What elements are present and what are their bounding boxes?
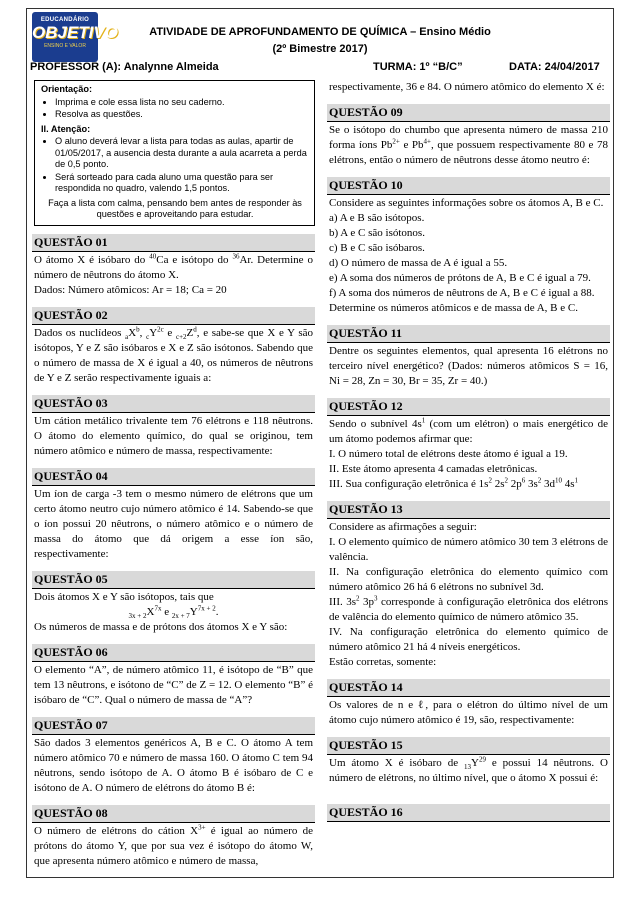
question-04-title: QUESTÃO 04 (32, 468, 315, 486)
question-11-title: QUESTÃO 11 (327, 325, 610, 343)
attention-item: • O aluno deverá levar a lista para todas as aulas, apartir de 01/05/2017, a ausencia desta durante a aula acarreta a perda de 0,5 ponto. (55, 136, 309, 171)
question-06-title: QUESTÃO 06 (32, 644, 315, 662)
question-06-text: O elemento “A”, de número atômico 11, é isótopo de “B” que tem 13 nêutrons, e isótono de “C” de Z = 12. O elemento “B” é isóbaro de “C”. Qual o número de massa de “A”? (34, 663, 313, 706)
date-label: DATA: 24/04/2017 (509, 61, 600, 73)
question-12-text: Sendo o subnível $4s^1$ (com um elétron) o mais energético de um átomo podemos afirmar que: I. O número total de elétrons deste átomo é igual a 19. II. Este átomo apresenta 4 camadas eletrônicas. III. Sua configuração eletrônica é $1s^2$ $2s^2$ $2p^6$ $3s^2$ $3d^{10}$ $4s^1$ (329, 416, 608, 490)
attention-item: • Será sorteado para cada aluno uma questão para ser respondida no quadro, valendo 1,5 pontos. (55, 172, 309, 195)
question-11-text: Dentre os seguintes elementos, qual apresenta 16 elétrons no terceiro nível energético? (Dados: números atômicos S = 16, Ni = 28, Zn = 30, Br = 35, Zr = 40.) (329, 345, 608, 387)
question-10-title: QUESTÃO 10 (327, 177, 610, 195)
title-line: ATIVIDADE DE APROFUNDAMENTO DE QUÍMICA – Ensino Médio (149, 26, 491, 38)
right-column (327, 80, 610, 822)
question-03-text: Um cátion metálico trivalente tem 76 elétrons e 118 nêutrons. O átomo do elemento químico, do qual se originou, tem número atômico e número de massa, respectivamente: (34, 414, 313, 457)
orientation-item: • Resolva as questões. (55, 109, 309, 121)
question-02-title: QUESTÃO 02 (32, 307, 315, 325)
question-07-text: São dados 3 elementos genéricos A, B e C. O átomo A tem número atômico 70 e número de massa 160. O átomo C tem 94 nêutrons, sendo isótopo de A. O átomo B é isóbaro de C e isótono de A. O número de elétrons do átomo B é: (34, 736, 313, 794)
school-logo (32, 12, 118, 62)
orientation-item: • Imprima e cole essa lista no seu caderno. (55, 97, 309, 109)
logo-line-2: OBJETIVO (32, 23, 118, 42)
question-13-text: Considere as afirmações a seguir: I. O elemento químico de número atômico 30 tem 3 elétrons de valência. II. Na configuração eletrônica do elemento químico com número atômico 26 há 6 elétrons no subnível 3d. III. $3s^2$ $3p^3$ corresponde à configuração eletrônica dos elétrons de valência do elemento químico de número atômico 35. IV. Na configuração eletrônica do elemento químico de número atômico 21 há 4 níveis energéticos. Estão corretas, somente: (329, 521, 608, 668)
left-column (32, 80, 315, 869)
question-14-title: QUESTÃO 14 (327, 679, 610, 697)
turma-label: TURMA: 1º “B/C” (373, 61, 463, 73)
page-title (100, 24, 540, 58)
question-15-text: Um átomo X é isóbaro de $_{13}Y^{29}$ e possui 14 nêutrons. O número de elétrons, no último nível, que o átomo X possui é: (329, 755, 609, 784)
question-08-continuation: respectivamente, 36 e 84. O número atômico do elemento X é: (329, 81, 605, 93)
orientation-box (34, 80, 315, 226)
question-02-text: Dados os nuclídeos $_aX^b$, $_cY^{2c}$ e $_{c+2}Z^d$, e sabe-se que X e Y são isótopos, Y e Z são isóbaros e X e Z são isótonos. Sabendo que o número de massa de X é igual a 40, os números de nêutrons de Y e Z serão respectivamente iguais a: (34, 324, 314, 384)
question-01-text: O átomo X é isóbaro do $^{40}$Ca e isótopo do $^{36}$Ar. Determine o número de nêutrons do átomo X. Dados: Número atômicos: Ar = 18; Ca = 20 (34, 251, 313, 296)
question-07-title: QUESTÃO 07 (32, 717, 315, 735)
isotope-formula: $_{3x + 2}X^{7x}$ e $_{2x + 7}Y^{7x + 2}$. (128, 603, 219, 620)
question-14-text: Os valores de n e ℓ, para o elétron do último nível de um átomo cujo número atômico é 19, são, respectivamente: (329, 699, 608, 726)
question-13-title: QUESTÃO 13 (327, 501, 610, 519)
question-12-title: QUESTÃO 12 (327, 398, 610, 416)
orientation-list (41, 97, 309, 121)
logo-line-1: EDUCANDÁRIO (40, 17, 90, 23)
question-08-title: QUESTÃO 08 (32, 805, 315, 823)
attention-title: II. Atenção: (41, 123, 91, 134)
orientation-title: Orientação: (41, 84, 93, 94)
professor-label: PROFESSOR (A): Analynne Almeida (30, 61, 219, 73)
question-01-title: QUESTÃO 01 (32, 234, 315, 252)
question-10-text: Considere as seguintes informações sobre os átomos A, B e C. a) A e B são isótopos. b) A e C são isótonos. c) B e C são isóbaros. d) O número de massa de A é igual a 55. e) A soma dos números de prótons de A, B e C é igual a 79. f) A soma dos números de nêutrons de A, B e C é igual a 88. Determine os números atômicos e de massa de A, B e C. (329, 197, 604, 314)
question-16-title: QUESTÃO 16 (327, 804, 610, 822)
logo-line-3: ENSINO E VALOR (44, 43, 86, 49)
question-08-text: O número de elétrons do cátion $X^{3+}$ é igual ao número de prótons do átomo Y, que por sua vez é isótopo do átomo W, que apresenta número atômico e número de massa, (34, 822, 313, 867)
question-05-title: QUESTÃO 05 (32, 571, 315, 589)
question-04-text: Um íon de carga -3 tem o mesmo número de elétrons que um certo átomo neutro cujo número atômico é 14. Sabendo-se que o íon possui 20 nêutrons, o número atômico e o número de massa do átomo que dá origem a esse íon são, respectivamente: (34, 487, 313, 560)
question-03-title: QUESTÃO 03 (32, 395, 315, 413)
question-09-title: QUESTÃO 09 (327, 104, 610, 122)
subtitle-line: (2º Bimestre 2017) (272, 43, 368, 55)
attention-list (41, 136, 309, 195)
question-09-text: Se o isótopo do chumbo que apresenta número de massa 210 forma íons $Pb^{2+}$ e $Pb^{4+}$, que possuem respectivamente 80 e 78 elétrons, então o número de nêutrons desse átomo neutro é: (329, 124, 609, 166)
question-15-title: QUESTÃO 15 (327, 737, 610, 755)
question-05-text: Dois átomos X e Y são isótopos, tais que $_{3x + 2}X^{7x}$ e $_{2x + 7}Y^{7x + 2}$. Os números de massa e de prótons dos átomos X e Y são: (32, 589, 315, 635)
orientation-footer: Faça a lista com calma, pensando bem antes de responder às questões e aproveitando para estudar. (48, 197, 302, 219)
